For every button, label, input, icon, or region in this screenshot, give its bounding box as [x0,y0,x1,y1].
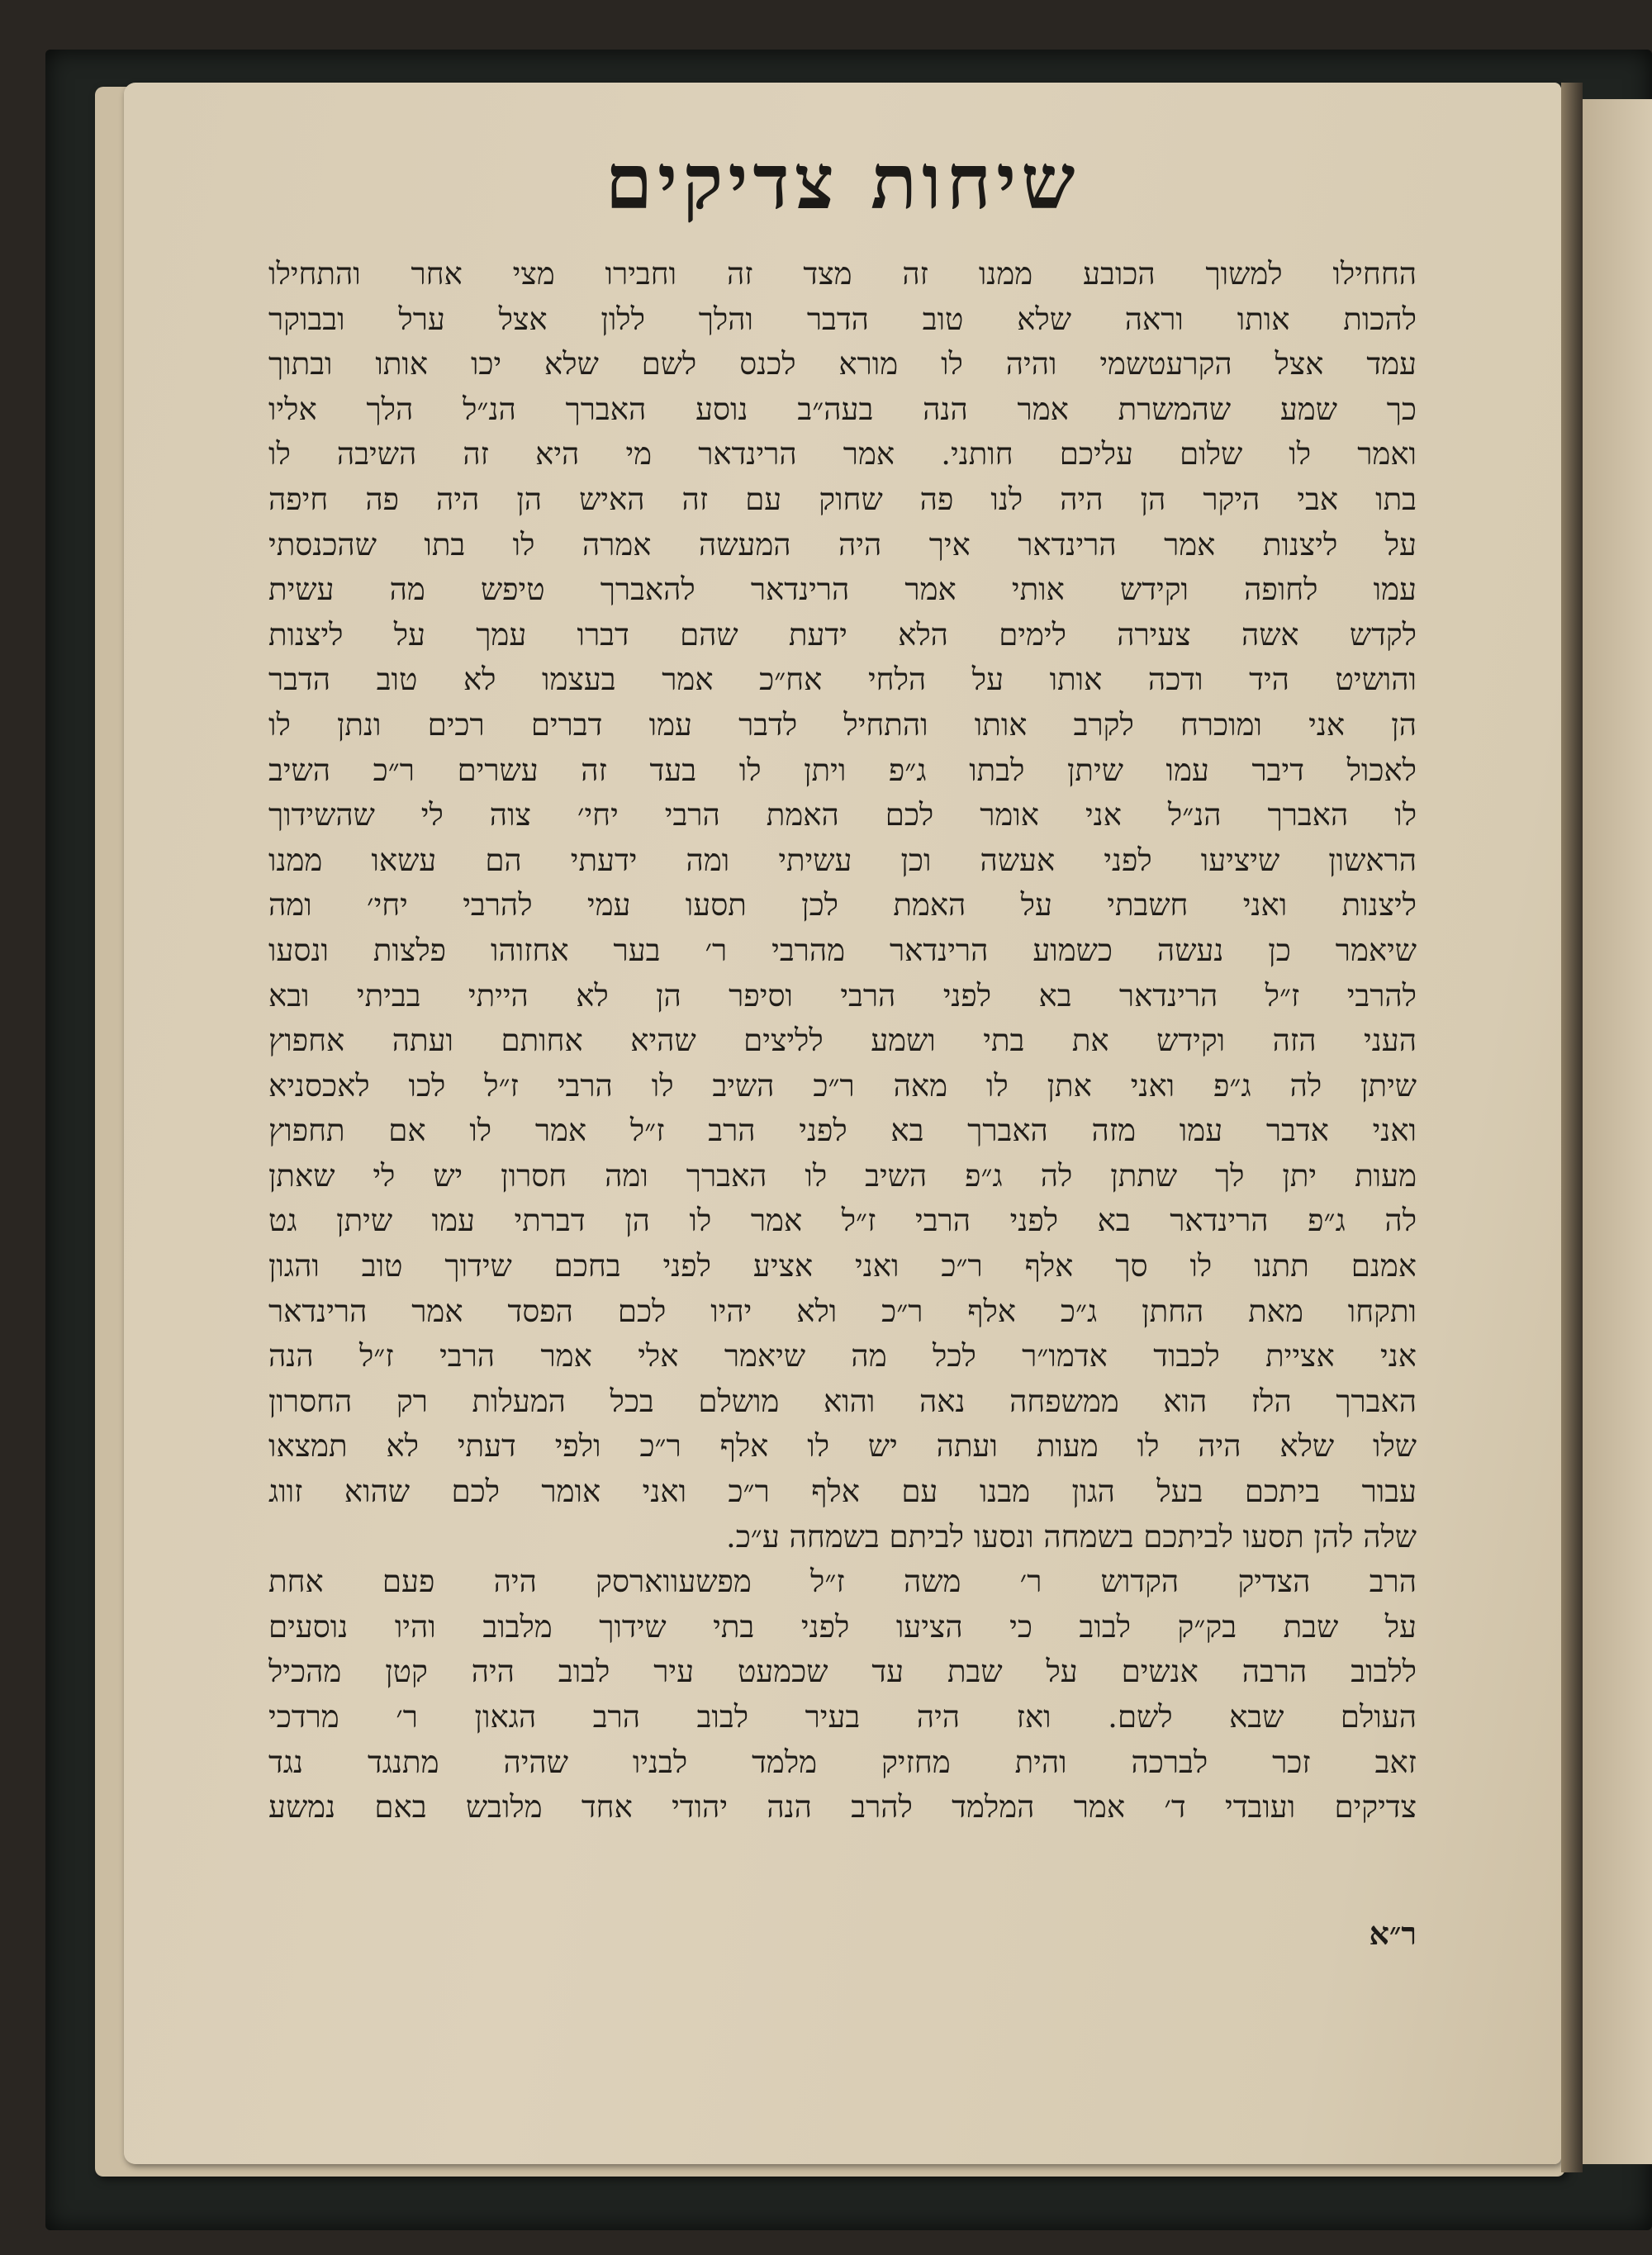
text-line: לאכול דיבר עמו שיתן לבתו ג״פ ויתן לו בעד זה עשרים ר״כ השיב [268,752,1417,788]
text-line: עמד אצל הקרעטשמי והיה לו מורא לכנס לשם שלא יכו אותו ובתוך [268,346,1417,382]
text-line: לה ג״פ הרינדאר בא לפני הרבי ז״ל אמר לו הן דברתי עמו שיתן גט [268,1203,1417,1239]
text-line: ותקחו מאת החתן ג״כ אלף ר״כ ולא יהיו לכם הפסד אמר הרינדאר [268,1293,1417,1329]
text-line: להכות אותו וראה שלא טוב הדבר והלך ללון אצל ערל ובבוקר [268,301,1417,337]
text-line: ואמר לו שלום עליכם חותני. אמר הרינדאר מי היא זה השיבה לו [268,436,1417,472]
text-line: להרבי ז״ל הרינדאר בא לפני הרבי וסיפר הן לא הייתי בביתי ובא [268,977,1417,1014]
text-line: הראשון שיציעו לפני אעשה וכן עשיתי ומה ידעתי הם עשאו ממנו [268,842,1417,878]
page-signature-mark: ר״א [1369,1915,1417,1952]
text-line: הן אני ומוכרח לקרב אותו והתחיל לדבר עמו דברים רכים ונתן לו [268,706,1417,743]
text-line: האברך הלז הוא ממשפחה נאה והוא מושלם בכל המעלות רק החסרון [268,1383,1417,1419]
text-line: ואני אדבר עמו מזה האברך בא לפני הרב ז״ל אמר לו אם תחפוץ [268,1113,1417,1149]
text-line: שיאמר כן נעשה כשמוע הרינדאר מהרבי ר׳ בער אחזוהו פלצות ונסעו [268,932,1417,968]
text-line: והושיט היד ודכה אותו על הלחי אח״כ אמר בעצמו לא טוב הדבר [268,662,1417,698]
text-line: העולם שבא לשם. ואז היה בעיר לבוב הרב הגאון ר׳ מרדכי [268,1699,1417,1735]
text-line: בתו אבי היקר הן היה לנו פה שחוק עם זה האיש הן היה פה חיפה [268,481,1417,517]
text-line: ליצנות ואני חשבתי על האמת לכן תסעו עמי להרבי יחי׳ ומה [268,887,1417,923]
text-line: אני אציית לכבוד אדמו״ר לכל מה שיאמר אלי אמר הרבי ז״ל הנה [268,1338,1417,1374]
body-text [268,252,1417,1830]
text-line: עמו לחופה וקידש אותי אמר הרינדאר להאברך טיפש מה עשית [268,572,1417,608]
text-line: על שבת בק״ק לבוב כי הציעו לפני בתי שידוך מלבוב והיו נוסעים [268,1608,1417,1645]
text-line: אמנם תתנו לו סך אלף ר״כ ואני אציע לפני בחכם שידוך טוב והגון [268,1248,1417,1284]
text-line: מעות יתן לך שתתן לה ג״פ השיב לו האברך ומה חסרון יש לי שאתן [268,1157,1417,1194]
text-line: עבור ביתכם בעל הגון מבנו עם אלף ר״כ ואני אומר לכם שהוא זווג [268,1474,1417,1510]
book-gutter [1561,83,1583,2172]
text-line: שלו שלא היה לו מעות ועתה יש לו אלף ר״כ ולפי דעתי לא תמצאו [268,1428,1417,1465]
facing-page-edge [1583,99,1652,2164]
text-line: שיתן לה ג״פ ואני אתן לו מאה ר״כ השיב לו הרבי ז״ל לכו לאכסניא [268,1067,1417,1104]
text-line: שלה להן תסעו לביתכם בשמחה ונסעו לביתם בשמחה ע״כ. [725,1518,1417,1555]
text-line: הרב הצדיק הקדוש ר׳ משה ז״ל מפשעווארסק היה פעם אחת [268,1564,1417,1600]
text-line: כך שמע שהמשרת אמר הנה בעה״ב נוסע האברך הנ״ל הלך אליו [268,391,1417,427]
text-line: על ליצנות אמר הרינדאר איך היה המעשה אמרה לו בתו שהכנסתי [268,526,1417,563]
text-line: זאב זכר לברכה והית מחזיק מלמד לבניו שהיה מתנגד נגד [268,1744,1417,1780]
page-title: שיחות צדיקים [605,137,1080,226]
text-line: העני הזה וקידש את בתי ושמע לליצים שהיא אחותם ועתה אחפוץ [268,1023,1417,1059]
text-line: צדיקים ועובדי ד׳ אמר המלמד להרב הנה יהודי אחד מלובש באם נמשע [268,1789,1417,1825]
text-line: לקדש אשה צעירה לימים הלא ידעת שהם דברו עמך על ליצנות [268,616,1417,653]
text-line: לו האברך הנ״ל אני אומר לכם האמת הרבי יחי׳ צוה לי שהשידוך [268,797,1417,833]
text-line: החחילו למשוך הכובע ממנו זה מצד זה וחבירו מצי אחר והתחילו [268,256,1417,292]
text-line: ללבוב הרבה אנשים על שבת עד שכמעט עיר לבוב היה קטן מהכיל [268,1654,1417,1690]
